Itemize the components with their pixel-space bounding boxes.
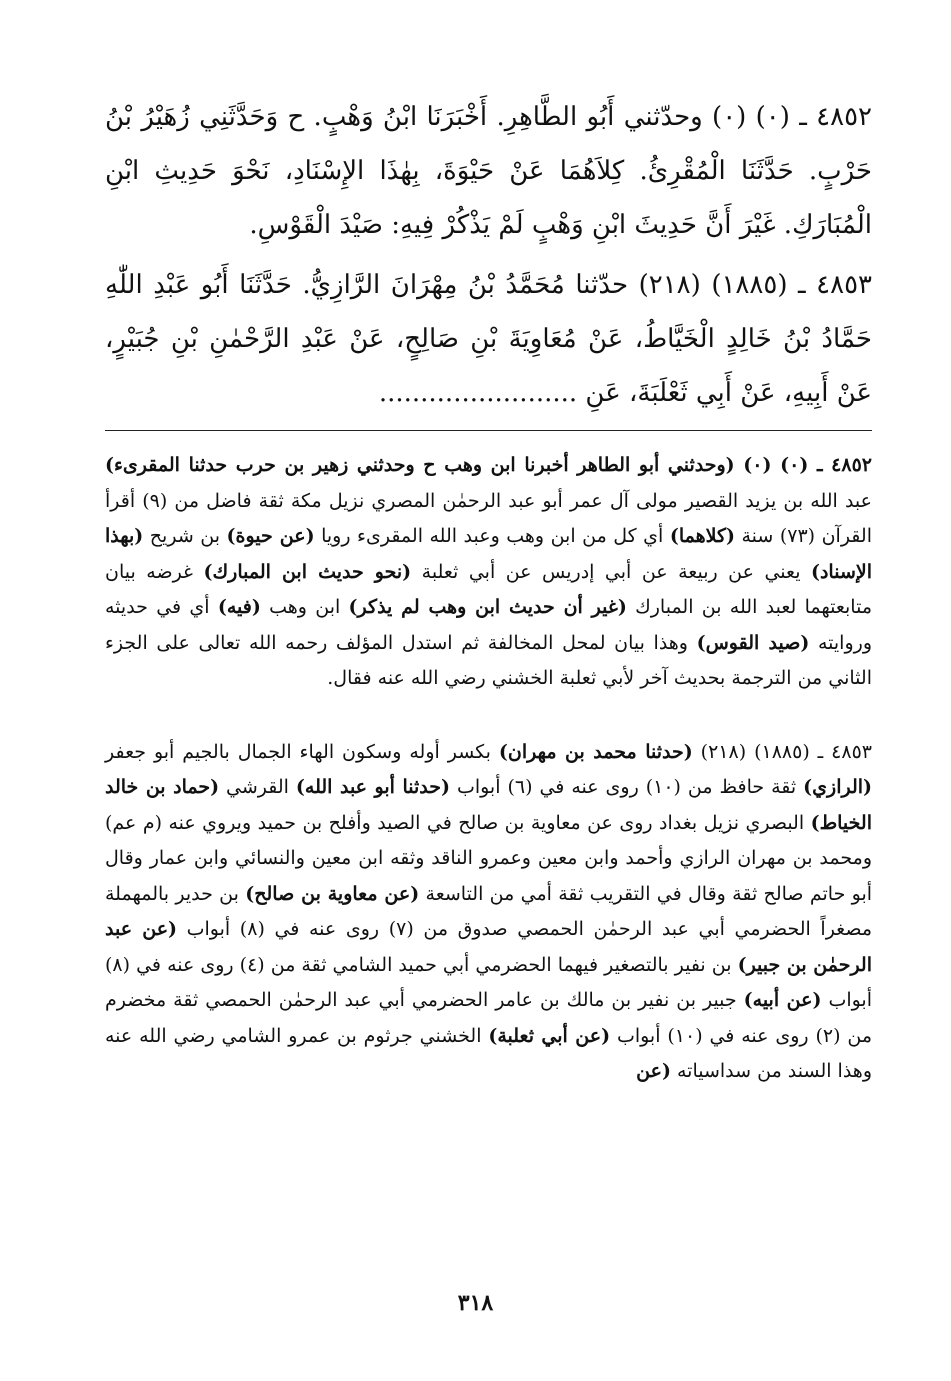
commentary-text: القرشي bbox=[219, 776, 296, 798]
commentary-4852 bbox=[105, 448, 872, 697]
commentary-quoted-phrase: (عن حيوة) bbox=[226, 525, 315, 547]
commentary-quoted-phrase: (حدثنا محمد بن مهران) bbox=[498, 740, 693, 763]
commentary-quoted-phrase: (حدثنا أبو عبد الله) bbox=[295, 776, 450, 798]
footnote-divider bbox=[105, 430, 872, 431]
commentary-text: غرضه بيان متابعتهما لعبد الله بن المبارك bbox=[105, 560, 872, 618]
commentary-text: بكسر أوله وسكون الهاء الجمال بالجيم أبو جعفر bbox=[105, 740, 499, 763]
commentary-4853 bbox=[105, 735, 872, 1090]
commentary-quoted-phrase: (عن أبيه) bbox=[743, 989, 822, 1011]
commentary-text: الخشني جرثوم بن عمرو الشامي رضي الله عنه وهذا السند من سداسياته bbox=[105, 1024, 872, 1082]
commentary-quoted-phrase: (عن أبي ثعلبة) bbox=[488, 1024, 611, 1047]
commentary-quoted-phrase: (الرازي) bbox=[803, 776, 873, 798]
page-number: ٣١٨ bbox=[457, 1290, 494, 1316]
commentary-text: وهذا بيان لمحل المخالفة ثم استدل المؤلف رحمه الله تعالى على الجزء الثاني من الترجمة بحديث آخر لأبي ثعلبة الخشني رضي الله عنه فقال. bbox=[105, 631, 872, 689]
commentary-quoted-phrase: (بهذا الإسناد) bbox=[105, 525, 872, 583]
commentary-text: جبير بن نفير بن مالك بن عامر الحضرمي أبي عبد الرحمٰن الحمصي ثقة مخضرم من (٢) روى عنه في (١٠) أبواب bbox=[105, 989, 872, 1047]
commentary-text: ابن وهب bbox=[260, 596, 349, 618]
commentary-section bbox=[105, 448, 872, 1090]
commentary-quoted-phrase: (كلاهما) bbox=[669, 525, 735, 547]
commentary-text: بن شريح bbox=[143, 525, 227, 547]
commentary-quoted-phrase: (حماد بن خالد الخياط) bbox=[105, 776, 872, 834]
commentary-text: ٤٨٥٣ ـ (١٨٨٥) (٢١٨) bbox=[692, 740, 872, 763]
commentary-text: يعني عن ربيعة عن أبي إدريس عن أبي ثعلبة bbox=[411, 560, 811, 583]
commentary-quoted-phrase: (عن عبد الرحمٰن بن جبير) bbox=[105, 918, 873, 976]
commentary-quoted-phrase: (صيد القوس) bbox=[696, 631, 810, 654]
commentary-text: عبد الله بن يزيد القصير مولى آل عمر أبو عبد الرحمٰن المصري نزيل مكة ثقة فاضل من (٩) أقرأ القرآن (٧٣) سنة bbox=[105, 489, 872, 547]
commentary-quoted-phrase: (نحو حديث ابن المبارك) bbox=[203, 560, 412, 583]
commentary-quoted-phrase: (فيه) bbox=[217, 596, 261, 618]
main-hadith-text bbox=[105, 90, 872, 420]
commentary-quoted-phrase: (عن معاوية بن صالح) bbox=[245, 882, 420, 905]
commentary-text: أي في حديثه وروايته bbox=[105, 596, 872, 654]
commentary-text: بن حدير بالمهملة مصغراً الحضرمي أبي عبد الرحمٰن الحمصي صدوق من (٧) روى عنه في (٨) أبواب bbox=[105, 882, 872, 940]
commentary-quoted-phrase: ٤٨٥٢ ـ (٠) (٠) (وحدثني أبو الطاهر أخبرنا ابن وهب ح وحدثني زهير بن حرب حدثنا المقرىء) bbox=[105, 454, 872, 476]
commentary-text: بن نفير بالتصغير فيهما الحضرمي أبي حميد الشامي ثقة من (٤) روى عنه في (٨) أبواب bbox=[105, 953, 872, 1011]
commentary-quoted-phrase: (غير أن حديث ابن وهب لم يذكر) bbox=[348, 596, 627, 618]
commentary-quoted-phrase: (عن bbox=[636, 1060, 671, 1082]
hadith-4853: ٤٨٥٣ ـ (١٨٨٥) (٢١٨) حدّثنا مُحَمَّدُ بْنُ مِهْرَانَ الرَّازِيُّ. حَدَّثَنَا أَبُو عَبْدِ اللّٰهِ حَمَّادُ بْنُ خَالِدٍ الْخَيَّاطُ، عَنْ مُعَاوِيَةَ بْنِ صَالِحٍ، عَنْ عَبْدِ الرَّحْمٰنِ بْنِ جُبَيْرٍ، عَنْ أَبِيهِ، عَنْ أَبِي ثَعْلَبَةَ، عَنِ ........................ bbox=[105, 270, 872, 408]
commentary-text: البصري نزيل بغداد روى عن معاوية بن صالح في الصيد وأفلح بن حميد ويروي عنه (م عم) ومحمد بن مهران الرازي وأحمد وابن معين وعمرو الناقد وثقه ابن معين والنسائي وابن عمار وقال أبو حاتم صالح ثقة وقال في التقريب ثقة أمي من التاسعة bbox=[105, 811, 873, 905]
commentary-text: ثقة حافظ من (١٠) روى عنه في (٦) أبواب bbox=[449, 776, 804, 798]
commentary-text: أي كل من ابن وهب وعبد الله المقرىء رويا bbox=[314, 525, 670, 547]
hadith-4852: ٤٨٥٢ ـ (٠) (٠) وحدّثني أَبُو الطَّاهِرِ. أَخْبَرَنَا ابْنُ وَهْبٍ. ح وَحَدَّثَنِي زُهَيْرُ بْنُ حَرْبٍ. حَدَّثَنَا الْمُقْرِئُ. كِلاَهُمَا عَنْ حَيْوَةَ، بِهٰذَا الإِسْنَادِ، نَحْوَ حَدِيثِ ابْنِ الْمُبَارَكِ. غَيْرَ أَنَّ حَدِيثَ ابْنِ وَهْبٍ لَمْ يَذْكُرْ فِيهِ: صَيْدَ الْقَوْسِ. bbox=[105, 102, 873, 240]
